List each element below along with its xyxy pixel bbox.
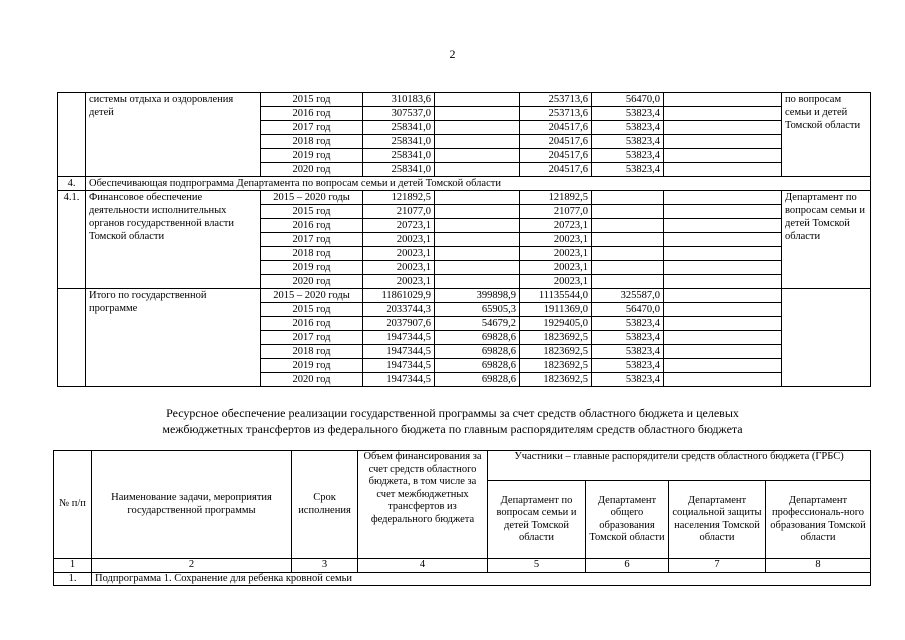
regional-cell: 1911369,0 <box>520 303 592 317</box>
column-number: 8 <box>766 559 871 573</box>
column-numbers-row <box>54 559 871 573</box>
total-cell: 20723,1 <box>363 219 435 233</box>
other-cell <box>592 261 664 275</box>
empty-cell <box>664 93 782 107</box>
other-cell <box>592 247 664 261</box>
empty-cell <box>664 163 782 177</box>
other-cell <box>592 191 664 205</box>
column-number: 6 <box>586 559 669 573</box>
year-cell: 2020 год <box>261 163 363 177</box>
column-number: 2 <box>92 559 292 573</box>
regional-cell: 121892,5 <box>520 191 592 205</box>
header-dep-professional-education: Департамент профессиональ-ного образования Томской области <box>766 481 871 559</box>
federal-cell: 65905,3 <box>435 303 520 317</box>
year-cell: 2016 год <box>261 219 363 233</box>
federal-cell <box>435 121 520 135</box>
federal-cell <box>435 261 520 275</box>
year-cell: 2019 год <box>261 149 363 163</box>
regional-cell: 253713,6 <box>520 93 592 107</box>
other-cell <box>592 275 664 289</box>
activity-name: Итого по государственной программе <box>86 289 261 387</box>
year-cell: 2017 год <box>261 121 363 135</box>
total-cell: 2033744,3 <box>363 303 435 317</box>
regional-cell: 1823692,5 <box>520 359 592 373</box>
empty-cell <box>664 149 782 163</box>
federal-cell <box>435 247 520 261</box>
federal-cell <box>435 233 520 247</box>
total-cell: 258341,0 <box>363 121 435 135</box>
total-cell: 121892,5 <box>363 191 435 205</box>
year-cell: 2018 год <box>261 247 363 261</box>
federal-cell <box>435 93 520 107</box>
column-number: 5 <box>488 559 586 573</box>
executor-cell: Департамент по вопросам семьи и детей Томской области <box>782 191 871 289</box>
regional-cell: 1929405,0 <box>520 317 592 331</box>
activity-name: Финансовое обеспечение деятельности исполнительных органов государственной власти Томской области <box>86 191 261 289</box>
federal-cell: 69828,6 <box>435 359 520 373</box>
total-cell: 1947344,5 <box>363 373 435 387</box>
year-cell: 2018 год <box>261 135 363 149</box>
empty-cell <box>664 359 782 373</box>
row-num: 4. <box>58 177 86 191</box>
total-cell: 20023,1 <box>363 261 435 275</box>
resource-table <box>53 450 871 586</box>
total-cell: 258341,0 <box>363 163 435 177</box>
federal-cell <box>435 275 520 289</box>
column-number: 1 <box>54 559 92 573</box>
year-cell: 2017 год <box>261 233 363 247</box>
other-cell: 53823,4 <box>592 373 664 387</box>
funding-table-continued <box>57 92 871 387</box>
empty-cell <box>664 219 782 233</box>
total-cell: 20023,1 <box>363 275 435 289</box>
header-dep-family: Департамент по вопросам семьи и детей Томской области <box>488 481 586 559</box>
regional-cell: 1823692,5 <box>520 331 592 345</box>
other-cell: 56470,0 <box>592 93 664 107</box>
other-cell: 53823,4 <box>592 135 664 149</box>
empty-cell <box>664 373 782 387</box>
section-title-line-1: Ресурсное обеспечение реализации государственной программы за счет средств областного бюджета и целевых <box>166 406 739 420</box>
regional-cell: 204517,6 <box>520 135 592 149</box>
year-cell: 2018 год <box>261 345 363 359</box>
total-cell: 20023,1 <box>363 233 435 247</box>
year-cell: 2020 год <box>261 275 363 289</box>
regional-cell: 253713,6 <box>520 107 592 121</box>
empty-cell <box>664 345 782 359</box>
total-cell: 258341,0 <box>363 149 435 163</box>
federal-cell <box>435 191 520 205</box>
other-cell: 53823,4 <box>592 359 664 373</box>
other-cell: 53823,4 <box>592 107 664 121</box>
regional-cell: 20023,1 <box>520 247 592 261</box>
row-num <box>58 289 86 387</box>
column-number: 3 <box>292 559 358 573</box>
total-cell: 1947344,5 <box>363 359 435 373</box>
other-cell: 56470,0 <box>592 303 664 317</box>
other-cell: 53823,4 <box>592 149 664 163</box>
header-dep-social-protection: Департамент социальной защиты населения Томской области <box>669 481 766 559</box>
row-num <box>58 93 86 177</box>
header-name: Наименование задачи, мероприятия государственной программы <box>92 451 292 559</box>
year-cell: 2015 год <box>261 205 363 219</box>
empty-cell <box>664 107 782 121</box>
regional-cell: 20723,1 <box>520 219 592 233</box>
total-cell: 307537,0 <box>363 107 435 121</box>
empty-cell <box>664 191 782 205</box>
year-cell: 2016 год <box>261 107 363 121</box>
total-cell: 2037907,6 <box>363 317 435 331</box>
table-row <box>54 572 871 586</box>
federal-cell <box>435 219 520 233</box>
regional-cell: 1823692,5 <box>520 345 592 359</box>
other-cell: 53823,4 <box>592 121 664 135</box>
federal-cell: 69828,6 <box>435 331 520 345</box>
empty-cell <box>664 303 782 317</box>
header-num: № п/п <box>54 451 92 559</box>
year-cell: 2015 – 2020 годы <box>261 289 363 303</box>
column-number: 4 <box>358 559 488 573</box>
empty-cell <box>664 331 782 345</box>
total-cell: 21077,0 <box>363 205 435 219</box>
year-cell: 2015 год <box>261 303 363 317</box>
other-cell: 53823,4 <box>592 163 664 177</box>
federal-cell <box>435 107 520 121</box>
federal-cell <box>435 163 520 177</box>
section-row <box>58 177 871 191</box>
empty-cell <box>664 135 782 149</box>
federal-cell: 69828,6 <box>435 345 520 359</box>
empty-cell <box>664 247 782 261</box>
executor-cell <box>782 289 871 387</box>
row-name: Подпрограмма 1. Сохранение для ребенка кровной семьи <box>92 572 871 586</box>
federal-cell <box>435 135 520 149</box>
regional-cell: 20023,1 <box>520 275 592 289</box>
total-cell: 310183,6 <box>363 93 435 107</box>
empty-cell <box>664 233 782 247</box>
section-name: Обеспечивающая подпрограмма Департамента по вопросам семьи и детей Томской области <box>86 177 871 191</box>
header-participants: Участники – главные распорядители средств областного бюджета (ГРБС) <box>488 451 871 481</box>
regional-cell: 1823692,5 <box>520 373 592 387</box>
table-row <box>58 93 871 107</box>
table-row <box>58 289 871 303</box>
federal-cell <box>435 149 520 163</box>
regional-cell: 204517,6 <box>520 149 592 163</box>
other-cell <box>592 219 664 233</box>
page-number: 2 <box>449 47 456 61</box>
other-cell: 53823,4 <box>592 345 664 359</box>
federal-cell: 54679,2 <box>435 317 520 331</box>
table-row <box>58 191 871 205</box>
executor-cell: по вопросам семьи и детей Томской области <box>782 93 871 177</box>
regional-cell: 21077,0 <box>520 205 592 219</box>
regional-cell: 204517,6 <box>520 121 592 135</box>
total-cell: 1947344,5 <box>363 331 435 345</box>
empty-cell <box>664 121 782 135</box>
other-cell: 53823,4 <box>592 317 664 331</box>
column-number: 7 <box>669 559 766 573</box>
year-cell: 2015 – 2020 годы <box>261 191 363 205</box>
year-cell: 2019 год <box>261 359 363 373</box>
empty-cell <box>664 205 782 219</box>
header-dep-general-education: Департамент общего образования Томской области <box>586 481 669 559</box>
total-cell: 20023,1 <box>363 247 435 261</box>
header-volume: Объем финансирования за счет средств областного бюджета, в том числе за счет межбюджетных трансфертов из федерального бюджета <box>358 451 488 559</box>
federal-cell: 69828,6 <box>435 373 520 387</box>
year-cell: 2019 год <box>261 261 363 275</box>
regional-cell: 11135544,0 <box>520 289 592 303</box>
section-title-line-2: межбюджетных трансфертов из федерального бюджета по главным распорядителям средств областного бюджета <box>162 422 743 436</box>
empty-cell <box>664 275 782 289</box>
year-cell: 2016 год <box>261 317 363 331</box>
federal-cell <box>435 205 520 219</box>
empty-cell <box>664 317 782 331</box>
section-title <box>0 405 905 437</box>
other-cell <box>592 205 664 219</box>
total-cell: 258341,0 <box>363 135 435 149</box>
other-cell: 53823,4 <box>592 331 664 345</box>
federal-cell: 399898,9 <box>435 289 520 303</box>
empty-cell <box>664 289 782 303</box>
regional-cell: 20023,1 <box>520 233 592 247</box>
header-term: Срок исполнения <box>292 451 358 559</box>
total-cell: 11861029,9 <box>363 289 435 303</box>
regional-cell: 204517,6 <box>520 163 592 177</box>
year-cell: 2020 год <box>261 373 363 387</box>
other-cell: 325587,0 <box>592 289 664 303</box>
empty-cell <box>664 261 782 275</box>
row-num: 1. <box>54 572 92 586</box>
year-cell: 2015 год <box>261 93 363 107</box>
regional-cell: 20023,1 <box>520 261 592 275</box>
activity-name: системы отдыха и оздоровления детей <box>86 93 261 177</box>
row-num: 4.1. <box>58 191 86 289</box>
total-cell: 1947344,5 <box>363 345 435 359</box>
year-cell: 2017 год <box>261 331 363 345</box>
other-cell <box>592 233 664 247</box>
